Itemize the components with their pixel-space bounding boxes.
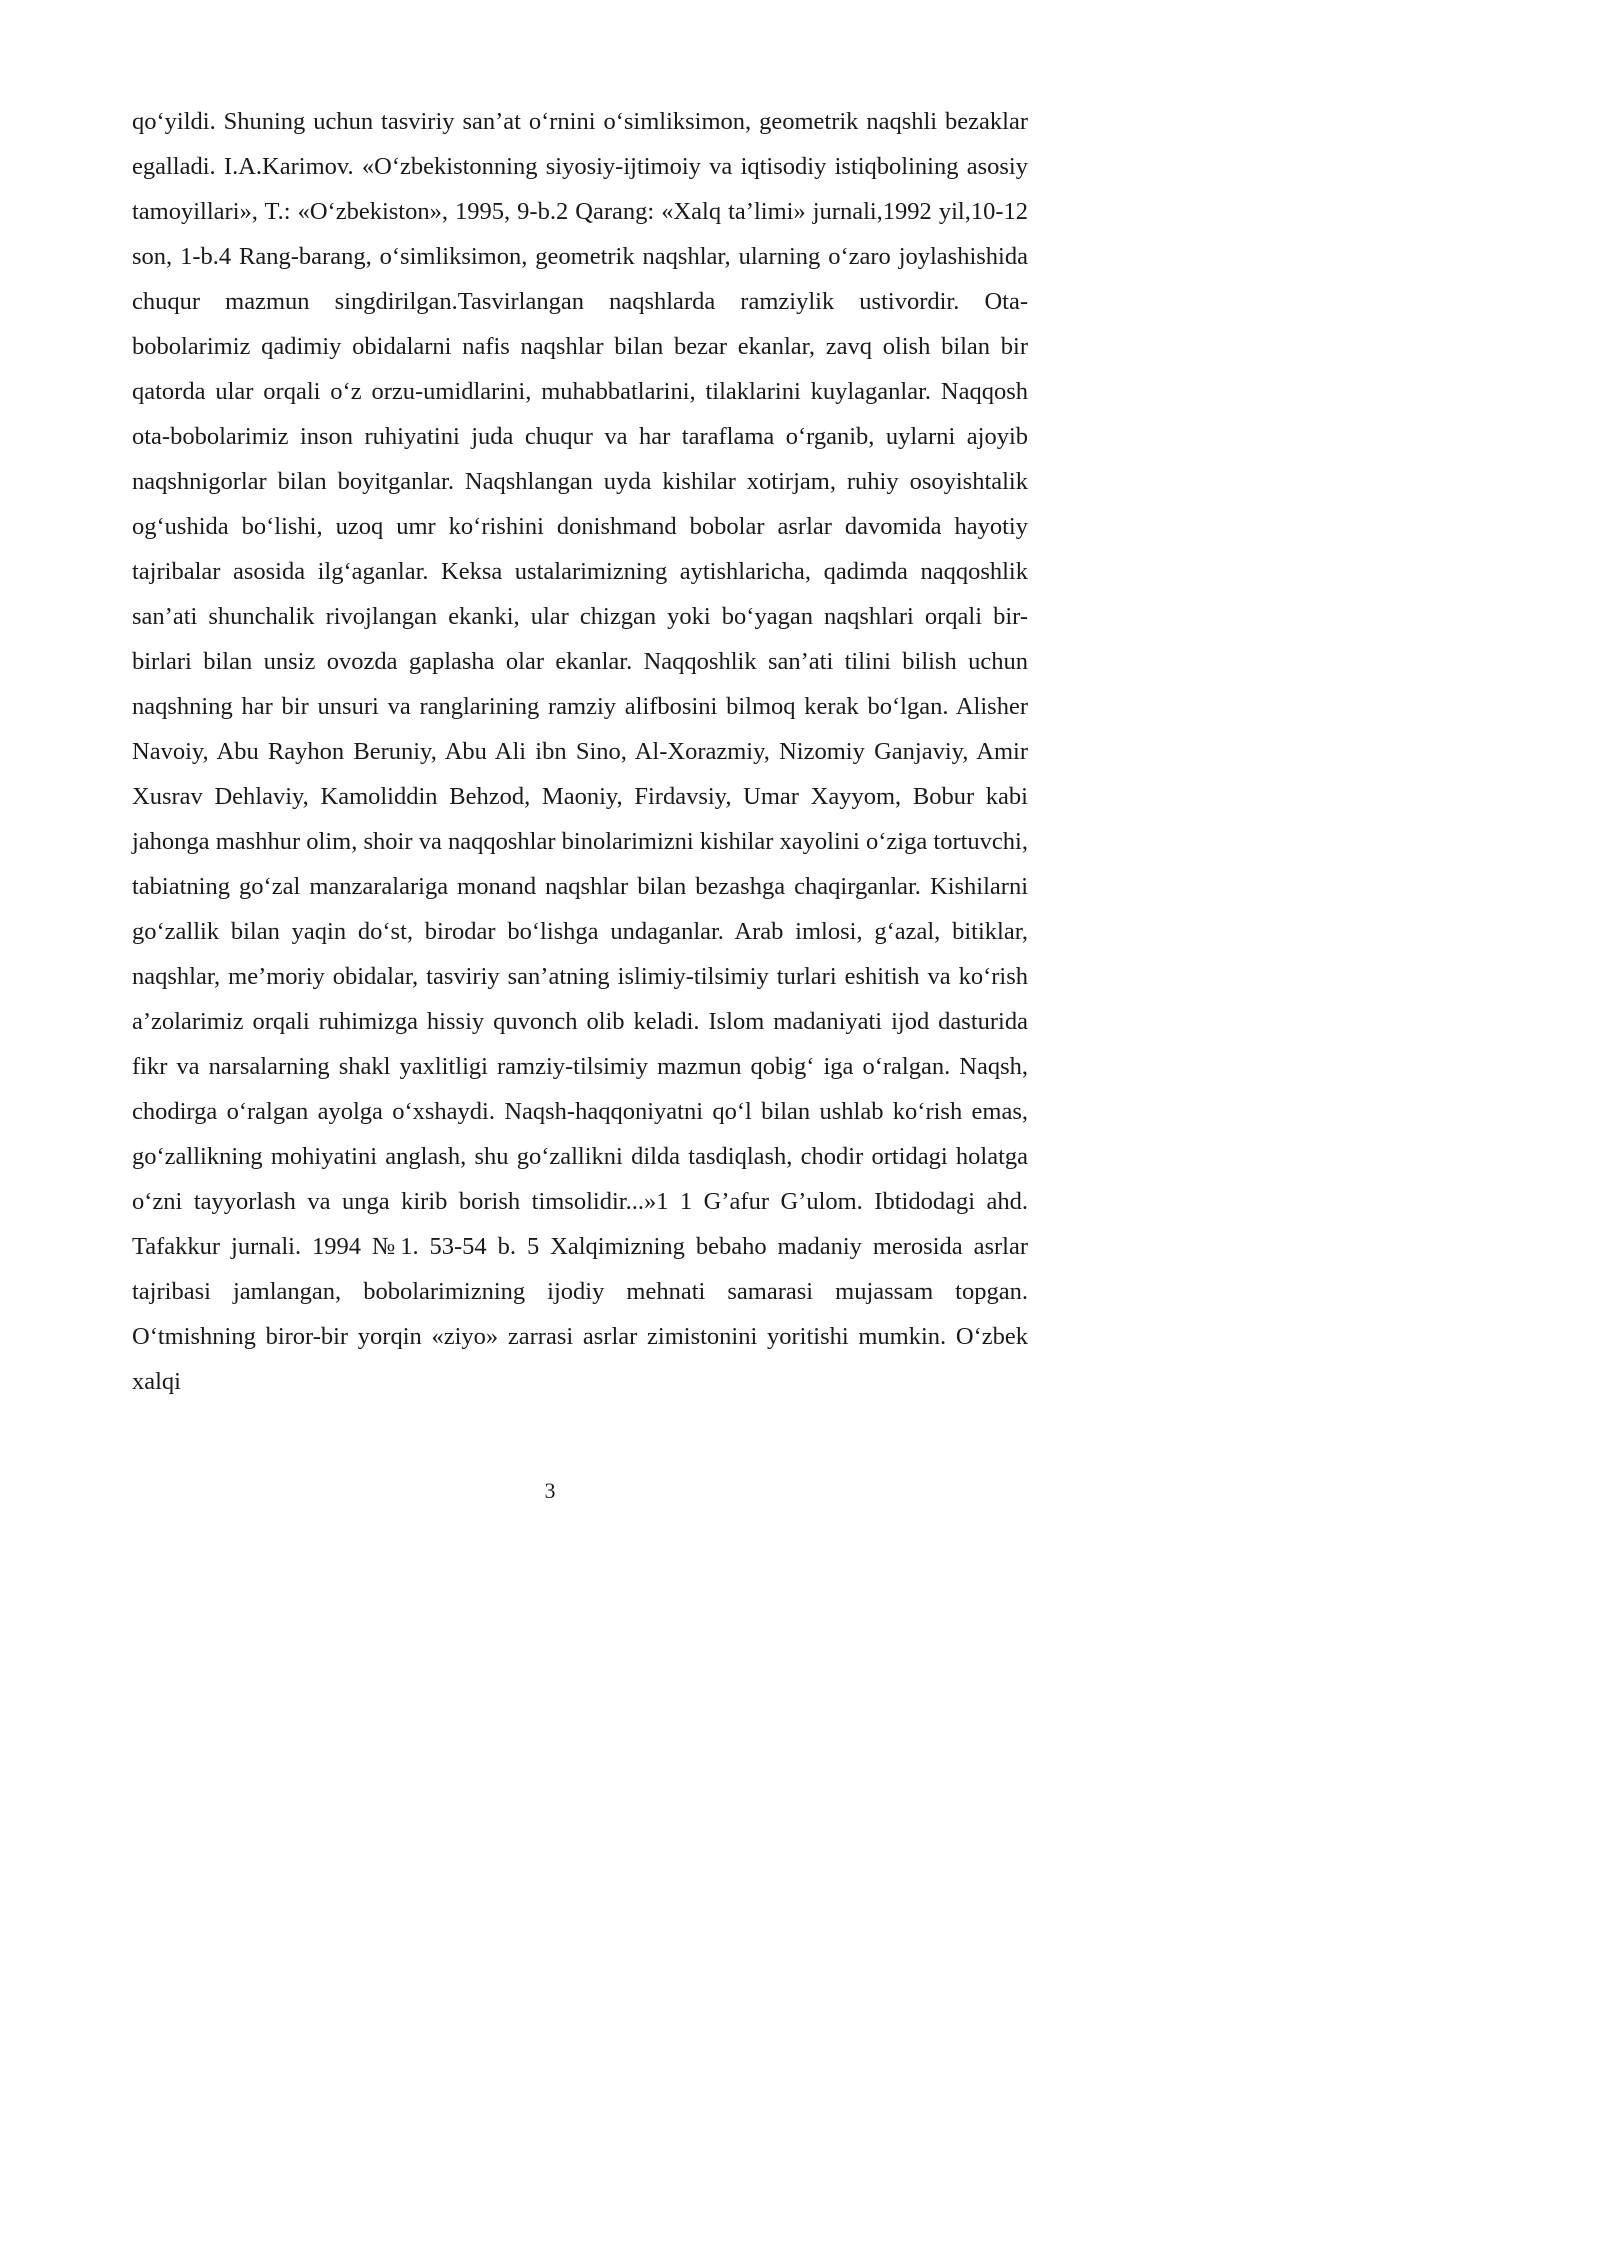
page-number: 3 bbox=[544, 1478, 556, 1503]
document-page bbox=[0, 0, 1100, 1556]
body-paragraph: qo‘yildi. Shuning uchun tasviriy san’at o‘rnini o‘simliksimon, geometrik naqshli bezaklar egalladi. I.A.Karimov. «O‘zbekistonning siyosiy-ijtimoiy va iqtisodiy istiqbolining asosiy tamoyillari», T.: «O‘zbekiston», 1995, 9-b.2 Qarang: «Xalq ta’limi» jurnali,1992 yil,10-12 son, 1-b.4 Rang-barang, o‘simliksimon, geometrik naqshlar, ularning o‘zaro joylashishida chuqur mazmun singdirilgan.Tasvirlangan naqshlarda ramziylik ustivordir. Ota-bobolarimiz qadimiy obidalarni nafis naqshlar bilan bezar ekanlar, zavq olish bilan bir qatorda ular orqali o‘z orzu-umidlarini, muhabbatlarini, tilaklarini kuylaganlar. Naqqosh ota-bobolarimiz inson ruhiyatini juda chuqur va har taraflama o‘rganib, uylarni ajoyib naqshnigorlar bilan boyitganlar. Naqshlangan uyda kishilar xotirjam, ruhiy osoyishtalik og‘ushida bo‘lishi, uzoq umr ko‘rishini donishmand bobolar asrlar davomida hayotiy tajribalar asosida ilg‘aganlar. Keksa ustalarimizning aytishlaricha, qadimda naqqoshlik san’ati shunchalik rivojlangan ekanki, ular chizgan yoki bo‘yagan naqshlari orqali bir-birlari bilan unsiz ovozda gaplasha olar ekanlar. Naqqoshlik san’ati tilini bilish uchun naqshning har bir unsuri va ranglarining ramziy alifbosini bilmoq kerak bo‘lgan. Alisher Navoiy, Abu Rayhon Beruniy, Abu Ali ibn Sino, Al-Xorazmiy, Nizomiy Ganjaviy, Amir Xusrav Dehlaviy, Kamoliddin Behzod, Maoniy, Firdavsiy, Umar Xayyom, Bobur kabi jahonga mashhur olim, shoir va naqqoshlar binolarimizni kishilar xayolini o‘ziga tortuvchi, tabiatning go‘zal manzaralariga monand naqshlar bilan bezashga chaqirganlar. Kishilarni go‘zallik bilan yaqin do‘st, birodar bo‘lishga undaganlar. Arab imlosi, g‘azal, bitiklar, naqshlar, me’moriy obidalar, tasviriy san’atning islimiy-tilsimiy turlari eshitish va ko‘rish a’zolarimiz orqali ruhimizga hissiy quvonch olib keladi. Islom madaniyati ijod dasturida fikr va narsalarning shakl yaxlitligi ramziy-tilsimiy mazmun qobig‘ iga o‘ralgan. Naqsh, chodirga o‘ralgan ayolga o‘xshaydi. Naqsh-haqqoniyatni qo‘l bilan ushlab ko‘rish emas, go‘zallikning mohiyatini anglash, shu go‘zallikni dilda tasdiqlash, chodir ortidagi holatga o‘zni tayyorlash va unga kirib borish timsolidir...»1 1 G’afur G’ulom. Ibtidodagi ahd. Tafakkur jurnali. 1994 №1. 53-54 b. 5 Xalqimizning bebaho madaniy merosida asrlar tajribasi jamlangan, bobolarimizning ijodiy mehnati samarasi mujassam topgan. O‘tmishning biror-bir yorqin «ziyo» zarrasi asrlar zimistonini yoritishi mumkin. O‘zbek xalqi bbox=[132, 108, 1028, 1395]
